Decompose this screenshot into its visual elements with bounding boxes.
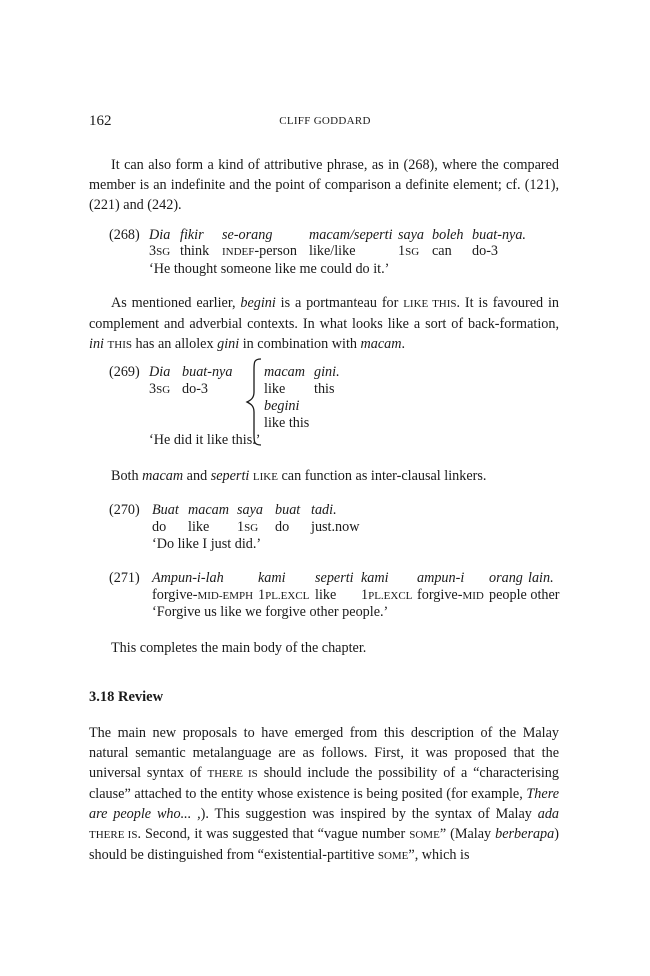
- example-word: buat: [275, 502, 301, 518]
- example-word: boleh: [432, 227, 464, 243]
- example-271-number: (271): [109, 570, 140, 586]
- gloss-smallcaps: PL.EXCL: [265, 590, 310, 602]
- example-word: macam: [188, 502, 229, 518]
- example-269-translation: ‘He did it like this.’: [149, 432, 261, 448]
- section-heading: 3.18 Review: [89, 689, 164, 705]
- gloss: do: [275, 519, 290, 535]
- example-270-gloss-line: [0, 519, 650, 539]
- gloss: 1: [258, 587, 266, 603]
- page-number: 162: [89, 113, 112, 129]
- example-268-number: (268): [109, 227, 140, 243]
- example-word: Ampun-i-lah: [152, 570, 224, 586]
- example-word: saya: [237, 502, 264, 518]
- paragraph-linkers: Both macam and seperti LIKE can function as inter-clausal linkers.: [111, 468, 487, 484]
- example-word: tadi.: [311, 502, 337, 518]
- gloss: like: [264, 381, 286, 397]
- example-271-translation: ‘Forgive us like we forgive other people.’: [152, 604, 389, 620]
- gloss: 3: [149, 381, 157, 397]
- gloss-smallcaps: SG: [156, 246, 171, 258]
- gloss: people other: [489, 587, 560, 603]
- gloss: just.now: [311, 519, 360, 535]
- gloss: like: [188, 519, 210, 535]
- gloss-smallcaps: SG: [156, 384, 171, 396]
- gloss: 1: [237, 519, 245, 535]
- gloss-smallcaps: PL.EXCL: [368, 590, 413, 602]
- option-word: macam: [264, 364, 305, 380]
- running-head: CLIFF GODDARD: [279, 115, 371, 127]
- example-word: saya: [398, 227, 425, 243]
- option-word: begini: [264, 398, 300, 414]
- example-word: lain.: [528, 570, 554, 586]
- gloss: 1: [398, 243, 406, 259]
- example-268-translation: ‘He thought someone like me could do it.’: [149, 261, 390, 277]
- gloss-smallcaps: INDEF: [222, 246, 255, 258]
- example-word: seperti: [315, 570, 354, 586]
- example-word: orang: [489, 570, 523, 586]
- review-paragraph: The main new proposals to have emerged from this description of the Malay natural semantic metalanguage are as follows. First, it was proposed that the universal syntax of THERE IS should include the possibility of a “characterising clause” attached to the entity whose existence is being posited (for example, There are people who... ,). This suggestion was inspired by the syntax of Malay ada THERE IS. Second, it was suggested that “vague number SOME” (Malay berberapa) should be distinguished from “existential-partitive SOME”, which is: [89, 725, 560, 863]
- gloss: do-3: [472, 243, 499, 259]
- example-269-number: (269): [109, 364, 140, 380]
- example-word: macam/seperti: [309, 227, 393, 243]
- example-word: se-orang: [222, 227, 273, 243]
- example-word: buat-nya: [182, 364, 233, 380]
- gloss: like/like: [309, 243, 356, 259]
- example-word: kami: [258, 570, 286, 586]
- gloss: 3: [149, 243, 157, 259]
- gloss: -person: [254, 243, 297, 259]
- example-word: Dia: [149, 364, 171, 380]
- example-word: Dia: [149, 227, 171, 243]
- gloss-smallcaps: MID: [462, 590, 484, 602]
- gloss: forgive-: [152, 587, 198, 603]
- example-word: ampun-i: [417, 570, 465, 586]
- example-word: Buat: [152, 502, 179, 518]
- example-word: buat-nya.: [472, 227, 526, 243]
- gloss: this: [314, 381, 335, 397]
- gloss: forgive-: [417, 587, 463, 603]
- gloss: think: [180, 243, 210, 259]
- gloss: can: [432, 243, 452, 259]
- gloss-smallcaps: SG: [244, 522, 259, 534]
- gloss-smallcaps: SG: [405, 246, 420, 258]
- example-word: fikir: [180, 227, 204, 243]
- intro-paragraph: It can also form a kind of attributive phrase, as in (268), where the compared member is an indefinite and the point of comparison a definite element; cf. (121), (221) and (242).: [89, 157, 559, 213]
- paragraph-begini: As mentioned earlier, begini is a portmanteau for LIKE THIS. It is favoured in complement and adverbial contexts. In what looks like a sort of back-formation, ini THIS has an allolex gini in combination with macam.: [89, 295, 559, 352]
- paragraph-completion: This completes the main body of the chapter.: [111, 640, 367, 656]
- example-268-gloss-line: [0, 243, 650, 263]
- gloss: 1: [361, 587, 369, 603]
- gloss: do-3: [182, 381, 209, 397]
- gloss: do: [152, 519, 167, 535]
- gloss: like this: [264, 415, 310, 431]
- gloss-smallcaps: MID-EMPH: [197, 590, 254, 602]
- gloss: like: [315, 587, 337, 603]
- example-270-translation: ‘Do like I just did.’: [152, 536, 262, 552]
- example-270-number: (270): [109, 502, 140, 518]
- option-word: gini.: [314, 364, 340, 380]
- example-word: kami: [361, 570, 389, 586]
